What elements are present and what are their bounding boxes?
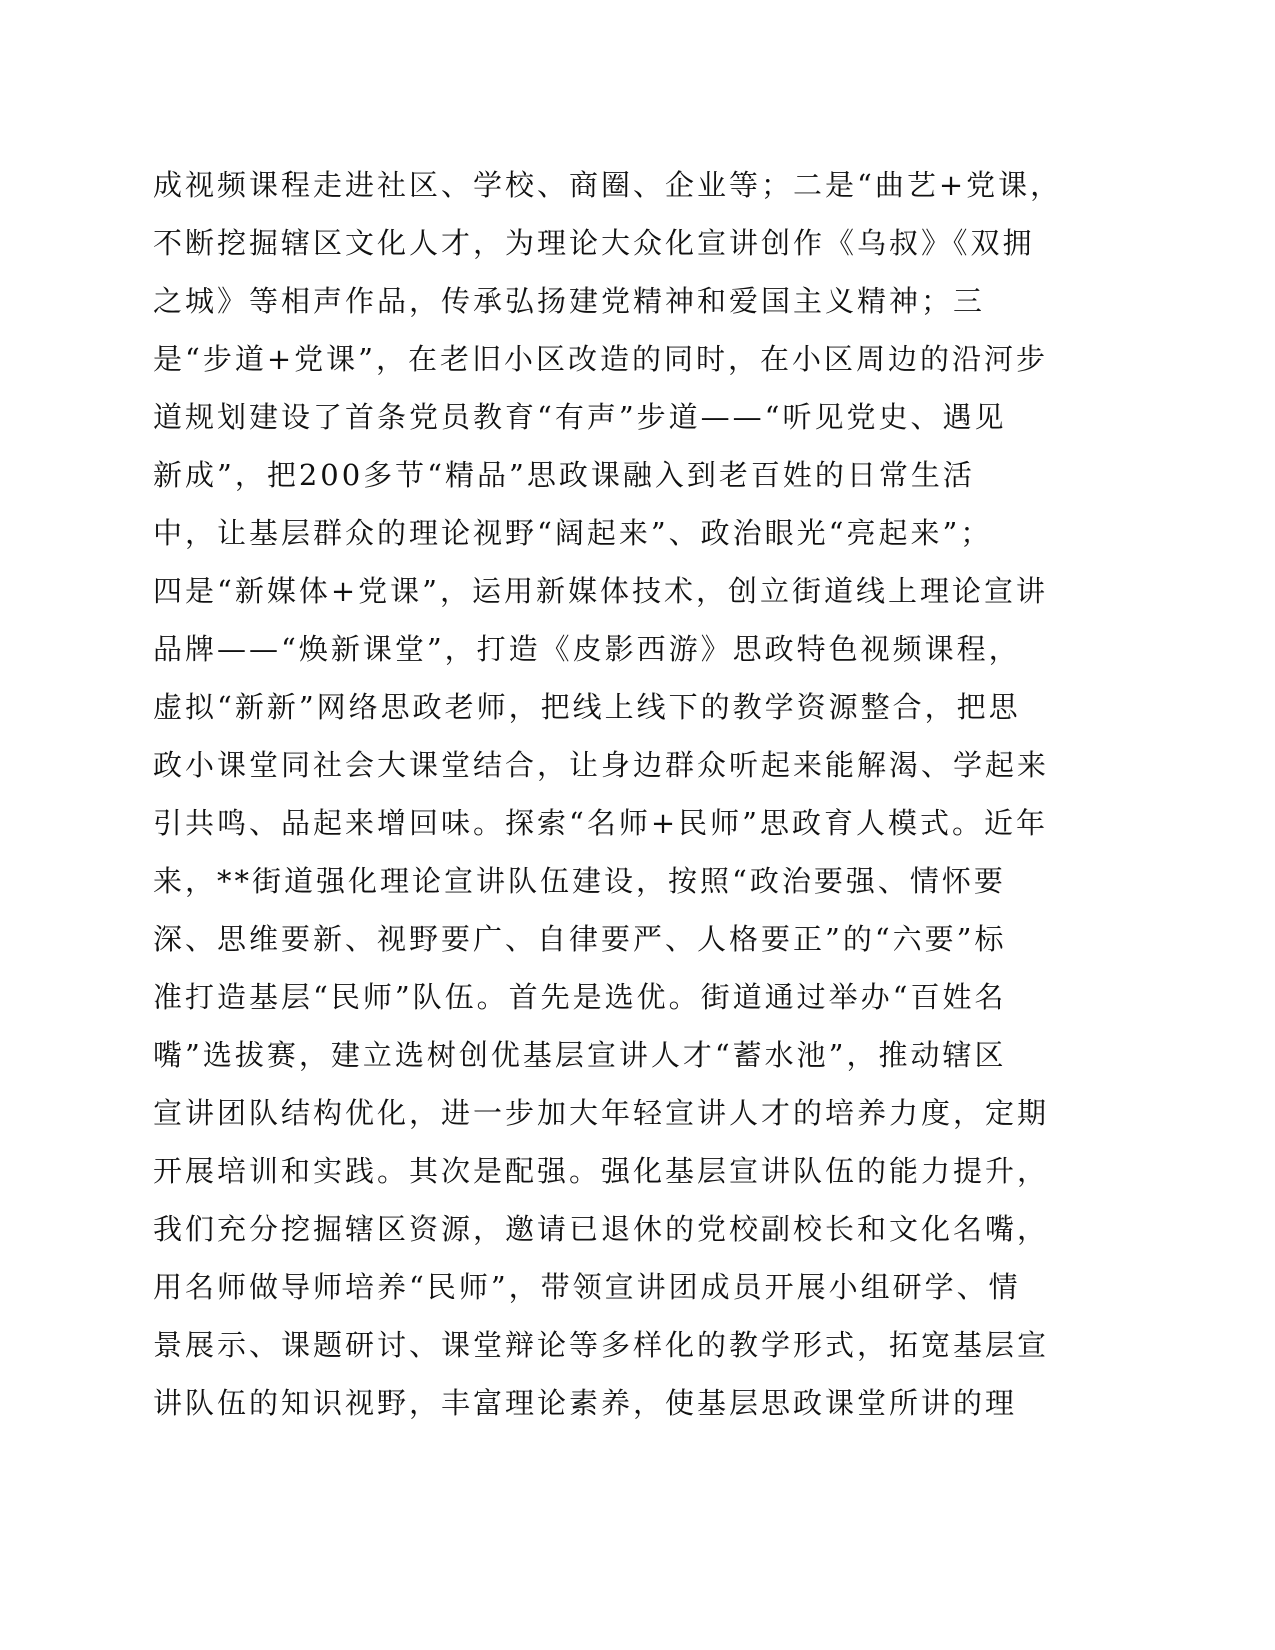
text-line: 嘴”选拔赛，建立选树创优基层宣讲人才“蓄水池”，推动辖区 [153, 1038, 1007, 1072]
text-line: 四是“新媒体+党课”，运用新媒体技术，创立街道线上理论宣讲 [153, 574, 1048, 608]
text-line: 中，让基层群众的理论视野“阔起来”、政治眼光“亮起来”； [153, 516, 993, 550]
text-line: 准打造基层“民师”队伍。首先是选优。街道通过举办“百姓名 [153, 980, 1007, 1014]
text-line: 宣讲团队结构优化，进一步加大年轻宣讲人才的培养力度，定期 [153, 1096, 1050, 1130]
text-line: 深、思维要新、视野要广、自律要严、人格要正”的“六要”标 [153, 922, 1007, 956]
text-line: 新成”，把200多节“精品”思政课融入到老百姓的日常生活 [153, 458, 975, 492]
text-line: 来，**街道强化理论宣讲队伍建设，按照“政治要强、情怀要 [153, 864, 1006, 898]
text-line: 成视频课程走进社区、学校、商圈、企业等；二是“曲艺+党课， [153, 168, 1063, 202]
text-line: 是“步道+党课”，在老旧小区改造的同时，在小区周边的沿河步 [153, 342, 1048, 376]
text-line: 政小课堂同社会大课堂结合，让身边群众听起来能解渴、学起来 [153, 748, 1050, 782]
text-line: 虚拟“新新”网络思政老师，把线上线下的教学资源整合，把思 [153, 690, 1021, 724]
text-line: 品牌——“焕新课堂”，打造《皮影西游》思政特色视频课程， [153, 632, 1021, 666]
text-line: 开展培训和实践。其次是配强。强化基层宣讲队伍的能力提升， [153, 1154, 1050, 1188]
text-line: 我们充分挖掘辖区资源，邀请已退休的党校副校长和文化名嘴， [153, 1212, 1050, 1246]
text-line: 引共鸣、品起来增回味。探索“名师+民师”思政育人模式。近年 [153, 806, 1048, 840]
text-line: 不断挖掘辖区文化人才，为理论大众化宣讲创作《乌叔》《双拥 [153, 226, 1035, 260]
text-line: 用名师做导师培养“民师”，带领宣讲团成员开展小组研学、情 [153, 1270, 1021, 1304]
document-body [153, 156, 1113, 1432]
text-line: 道规划建设了首条党员教育“有声”步道——“听见党史、遇见 [153, 400, 1007, 434]
text-line: 讲队伍的知识视野，丰富理论素养，使基层思政课堂所讲的理 [153, 1386, 1018, 1420]
text-line: 之城》等相声作品，传承弘扬建党精神和爱国主义精神；三 [153, 284, 986, 318]
text-line: 景展示、课题研讨、课堂辩论等多样化的教学形式，拓宽基层宣 [153, 1328, 1050, 1362]
